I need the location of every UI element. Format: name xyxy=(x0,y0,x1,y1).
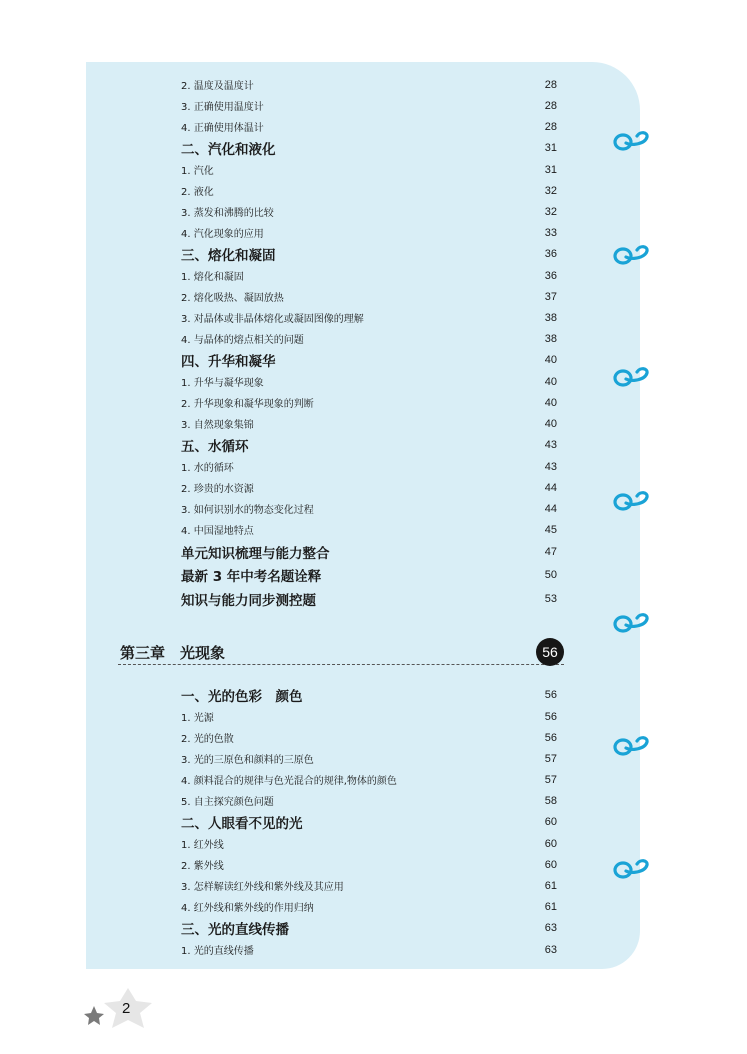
page-number-badge xyxy=(82,986,154,1032)
toc-entry[interactable] xyxy=(181,286,559,307)
toc-section[interactable] xyxy=(181,811,559,833)
toc-entry-page: 53 xyxy=(544,592,557,605)
toc-entry[interactable] xyxy=(181,265,559,286)
toc-entry[interactable] xyxy=(181,222,559,243)
toc-entry-page: 45 xyxy=(544,523,557,536)
toc-entry[interactable] xyxy=(181,833,559,854)
toc-entry-page: 33 xyxy=(544,226,557,239)
ring-binder-icon xyxy=(612,242,652,266)
toc-entry-title: 1. 水的循环 xyxy=(181,463,234,474)
toc-entry-page: 56 xyxy=(544,689,557,701)
toc-entry-page: 37 xyxy=(544,290,557,303)
toc-entry-page: 61 xyxy=(544,879,557,892)
ring-binder-icon xyxy=(612,733,652,757)
star-icon xyxy=(82,986,154,1032)
toc-entry-title: 3. 对晶体或非晶体熔化或凝固图像的理解 xyxy=(181,314,364,325)
toc-section-title: 一、光的色彩 颜色 xyxy=(181,689,303,705)
toc-entry-title: 1. 升华与凝华现象 xyxy=(181,378,264,389)
toc-section-title: 最新 3 年中考名题诠释 xyxy=(181,569,322,586)
toc-entry-page: 47 xyxy=(544,545,557,558)
toc-entry-page: 60 xyxy=(544,816,557,828)
toc-section[interactable] xyxy=(181,137,559,159)
toc-entry-page: 56 xyxy=(544,731,557,744)
ring-binder-icon xyxy=(612,364,652,388)
toc-section-title: 二、人眼看不见的光 xyxy=(181,816,303,832)
toc-list-part1 xyxy=(181,74,559,611)
toc-section-title: 单元知识梳理与能力整合 xyxy=(181,545,330,562)
toc-entry-page: 57 xyxy=(544,752,557,765)
toc-entry-page: 32 xyxy=(544,184,557,197)
ring-binder-icon xyxy=(612,610,652,634)
toc-entry[interactable] xyxy=(181,748,559,769)
toc-entry-page: 43 xyxy=(544,439,557,451)
toc-entry[interactable] xyxy=(181,307,559,328)
toc-section[interactable] xyxy=(181,243,559,265)
toc-entry-title: 4. 汽化现象的应用 xyxy=(181,229,264,240)
toc-entry[interactable] xyxy=(181,74,559,95)
toc-entry-title: 4. 颜料混合的规律与色光混合的规律,物体的颜色 xyxy=(181,776,397,787)
toc-entry-title: 3. 正确使用温度计 xyxy=(181,102,264,113)
toc-entry[interactable] xyxy=(181,519,559,540)
toc-review-section[interactable] xyxy=(181,540,559,564)
toc-entry-title: 2. 升华现象和凝华现象的判断 xyxy=(181,399,314,410)
ring-binder-icon xyxy=(612,128,652,152)
toc-entry-title: 2. 温度及温度计 xyxy=(181,81,254,92)
toc-entry[interactable] xyxy=(181,201,559,222)
toc-entry[interactable] xyxy=(181,790,559,811)
toc-entry[interactable] xyxy=(181,180,559,201)
toc-entry-page: 28 xyxy=(544,120,557,133)
toc-entry-title: 1. 光的直线传播 xyxy=(181,946,254,957)
toc-review-section[interactable] xyxy=(181,564,559,588)
toc-entry[interactable] xyxy=(181,939,559,960)
toc-entry-title: 4. 正确使用体温计 xyxy=(181,123,264,134)
toc-entry-page: 40 xyxy=(544,417,557,430)
toc-entry-page: 63 xyxy=(544,922,557,934)
toc-entry[interactable] xyxy=(181,769,559,790)
toc-entry-page: 60 xyxy=(544,837,557,850)
toc-entry-page: 28 xyxy=(544,99,557,112)
toc-entry-title: 1. 汽化 xyxy=(181,166,214,177)
toc-entry-page: 60 xyxy=(544,858,557,871)
toc-entry-page: 40 xyxy=(544,354,557,366)
toc-section[interactable] xyxy=(181,434,559,456)
page-number: 2 xyxy=(122,1000,131,1017)
toc-entry[interactable] xyxy=(181,875,559,896)
toc-entry-page: 31 xyxy=(544,142,557,154)
chapter-heading[interactable] xyxy=(118,638,564,665)
toc-entry[interactable] xyxy=(181,456,559,477)
toc-entry-page: 44 xyxy=(544,481,557,494)
toc-entry-page: 58 xyxy=(544,794,557,807)
toc-entry-page: 38 xyxy=(544,311,557,324)
chapter-page-badge: 56 xyxy=(536,638,564,666)
toc-entry-page: 63 xyxy=(544,943,557,956)
toc-section-title: 四、升华和凝华 xyxy=(181,354,276,370)
toc-entry-page: 40 xyxy=(544,396,557,409)
toc-entry-title: 3. 自然现象集锦 xyxy=(181,420,254,431)
toc-entry[interactable] xyxy=(181,498,559,519)
toc-entry-title: 2. 珍贵的水资源 xyxy=(181,484,254,495)
toc-entry-page: 57 xyxy=(544,773,557,786)
toc-entry[interactable] xyxy=(181,392,559,413)
toc-entry-title: 3. 蒸发和沸腾的比较 xyxy=(181,208,274,219)
toc-entry[interactable] xyxy=(181,413,559,434)
toc-section[interactable] xyxy=(181,684,559,706)
toc-entry-page: 31 xyxy=(544,163,557,176)
toc-section-title: 三、光的直线传播 xyxy=(181,922,289,938)
ring-binder-icon xyxy=(612,488,652,512)
toc-entry-title: 1. 光源 xyxy=(181,713,214,724)
toc-entry[interactable] xyxy=(181,706,559,727)
toc-list-part2 xyxy=(181,684,559,960)
toc-entry-title: 3. 怎样解读红外线和紫外线及其应用 xyxy=(181,882,344,893)
toc-entry[interactable] xyxy=(181,116,559,137)
toc-entry-title: 4. 中国湿地特点 xyxy=(181,526,254,537)
toc-entry-page: 32 xyxy=(544,205,557,218)
toc-entry-page: 36 xyxy=(544,269,557,282)
toc-section-title: 二、汽化和液化 xyxy=(181,142,276,158)
toc-entry[interactable] xyxy=(181,371,559,392)
toc-entry-page: 28 xyxy=(544,78,557,91)
toc-entry-title: 5. 自主探究颜色问题 xyxy=(181,797,274,808)
toc-entry-page: 44 xyxy=(544,502,557,515)
toc-entry-page: 36 xyxy=(544,248,557,260)
toc-entry-title: 3. 如何识别水的物态变化过程 xyxy=(181,505,314,516)
toc-entry-title: 4. 与晶体的熔点相关的问题 xyxy=(181,335,304,346)
toc-entry-title: 2. 熔化吸热、凝固放热 xyxy=(181,293,284,304)
toc-entry-title: 2. 光的色散 xyxy=(181,734,234,745)
toc-section[interactable] xyxy=(181,917,559,939)
toc-entry-title: 2. 液化 xyxy=(181,187,214,198)
ring-binder-icon xyxy=(612,856,652,880)
toc-entry-page: 61 xyxy=(544,900,557,913)
toc-entry[interactable] xyxy=(181,854,559,875)
toc-review-section[interactable] xyxy=(181,587,559,611)
toc-entry[interactable] xyxy=(181,159,559,180)
toc-entry[interactable] xyxy=(181,896,559,917)
chapter-title: 第三章 光现象 xyxy=(120,644,226,662)
toc-entry-page: 38 xyxy=(544,332,557,345)
toc-section-title: 知识与能力同步测控题 xyxy=(181,592,316,609)
toc-entry[interactable] xyxy=(181,477,559,498)
toc-entry[interactable] xyxy=(181,328,559,349)
toc-entry-title: 2. 紫外线 xyxy=(181,861,224,872)
toc-section[interactable] xyxy=(181,349,559,371)
toc-entry-page: 56 xyxy=(544,710,557,723)
toc-entry-page: 40 xyxy=(544,375,557,388)
toc-section-title: 三、熔化和凝固 xyxy=(181,248,276,264)
toc-entry-title: 1. 红外线 xyxy=(181,840,224,851)
toc-entry-title: 1. 熔化和凝固 xyxy=(181,272,244,283)
toc-entry[interactable] xyxy=(181,95,559,116)
toc-entry-title: 3. 光的三原色和颜料的三原色 xyxy=(181,755,314,766)
toc-entry-title: 4. 红外线和紫外线的作用归纳 xyxy=(181,903,314,914)
toc-section-title: 五、水循环 xyxy=(181,439,249,455)
toc-entry-page: 50 xyxy=(544,569,557,582)
toc-entry[interactable] xyxy=(181,727,559,748)
toc-entry-page: 43 xyxy=(544,460,557,473)
